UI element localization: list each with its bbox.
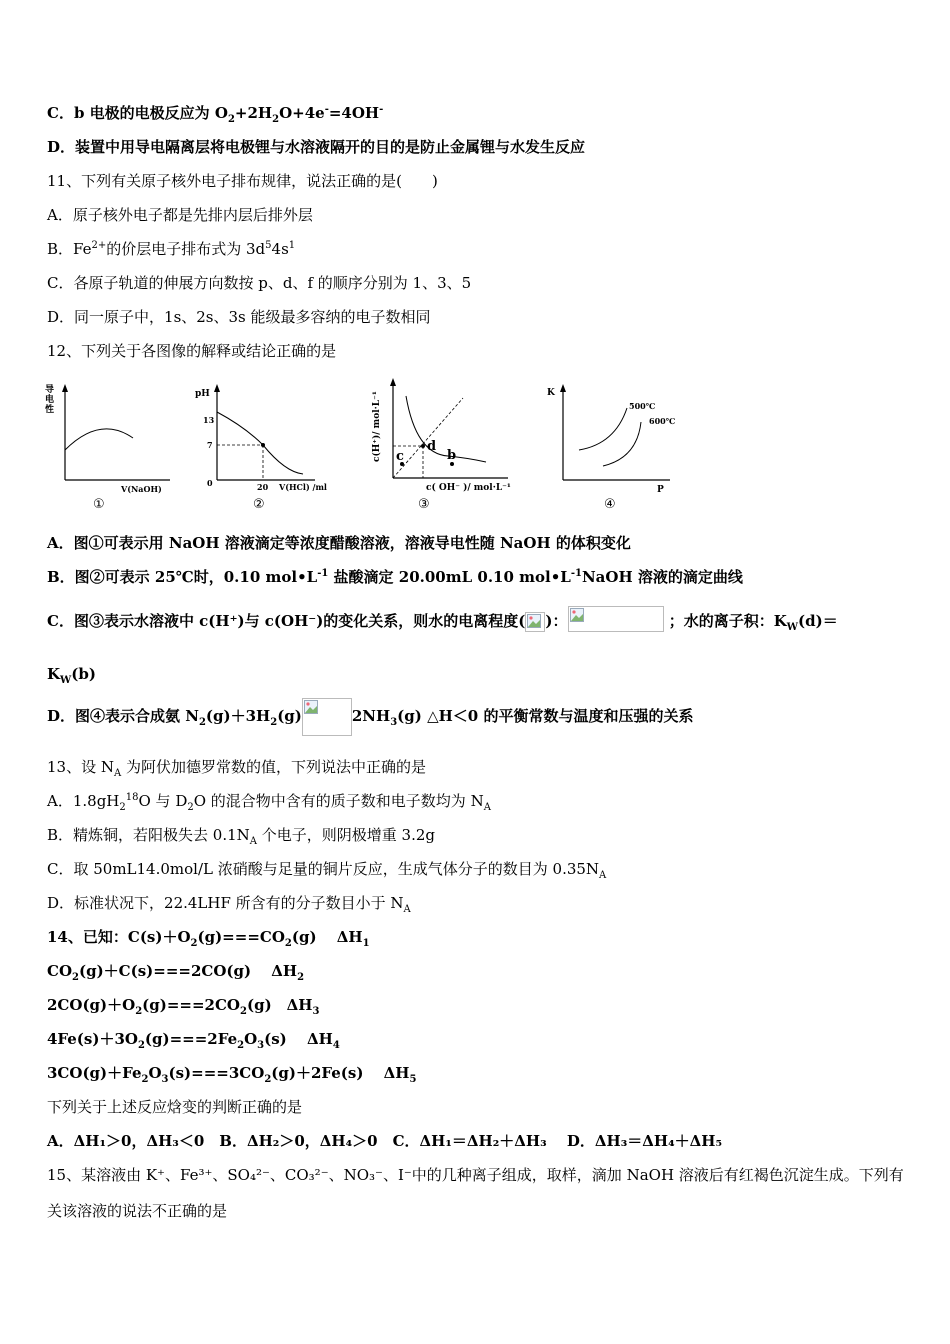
q12-option-c: C．图③表示水溶液中 c(H⁺)与 c(OH⁻)的变化关系，则水的电离程度( )： ；水的离子积：$K_W(d)=$	[47, 606, 838, 636]
q12-option-a: A．图①可表示用 NaOH 溶液滴定等浓度醋酸溶液，溶液导电性随 NaOH 的体积变化	[47, 534, 631, 552]
fig4-curve-500: 500℃	[629, 401, 656, 411]
q13-option-c: C．取 50mL14.0mol/L 浓硝酸与足量的铜片反应，生成气体分子的数目为 $0.35N_A$	[47, 860, 607, 881]
figure-3-water-ionization	[368, 376, 528, 500]
broken-image-icon	[525, 612, 545, 632]
fig3-point-b: b	[447, 448, 457, 463]
fig3-point-c: c	[396, 449, 404, 464]
fig2-xlabel: V(HCl) /ml	[279, 482, 327, 492]
fig2-tick-20: 20	[257, 482, 269, 492]
q11-stem: 11、下列有关原子核外电子排布规律，说法正确的是( )	[47, 172, 438, 190]
q14-options: A．ΔH₁＞0，ΔH₃＜0 B．ΔH₂＞0，ΔH₄＞0 C．ΔH₁＝ΔH₂＋ΔH₃ D．ΔH₃＝ΔH₄＋ΔH₅	[47, 1132, 723, 1150]
q12-option-c-cont: $K_W(b)$	[47, 665, 96, 686]
figure-4-equilibrium-constant	[545, 382, 685, 500]
fig4-ylabel: K	[547, 388, 555, 398]
q14-reaction-4: $4Fe(s)+3O_2(g)===2Fe_2O_3(s)$ $\Delta H_4$	[47, 1030, 340, 1051]
figure-2-titration	[195, 382, 345, 502]
fig2-caption: ②	[253, 497, 265, 512]
fig3-ylabel: c(H⁺)/ mol·L⁻¹	[372, 391, 382, 462]
q13-option-d: D．标准状况下，22.4LHF 所含有的分子数目小于 $N_A$	[47, 894, 411, 915]
figure-1-conductivity	[45, 380, 175, 500]
q11-option-c: C．各原子轨道的伸展方向数按 p、d、f 的顺序分别为 1、3、5	[47, 274, 472, 292]
broken-image-icon	[568, 606, 664, 632]
q11-option-d: D．同一原子中，1s、2s、3s 能级最多容纳的电子数相同	[47, 308, 431, 326]
q14-ask: 下列关于上述反应焓变的判断正确的是	[47, 1098, 303, 1116]
q15-stem-line2: 关该溶液的说法不正确的是	[47, 1202, 228, 1220]
fig3-xlabel: c( OH⁻ )/ mol·L⁻¹	[426, 483, 511, 493]
fig3-caption: ③	[418, 497, 430, 512]
q12-option-d: D．图④表示合成氨 $N_2(g)+3H_2(g)$ $2NH_3(g)$ △H＜0 的平衡常数与温度和压强的关系	[47, 694, 693, 738]
q13-option-a: A．$1.8gH_2^{18}O$ 与 $D_2O$ 的混合物中含有的质子数和电子数均为 $N_A$	[47, 792, 491, 813]
q10-option-c: C．b 电极的电极反应为 $O_2+2H_2O+4e^-=4OH^-$	[47, 104, 384, 125]
q10-option-d: D．装置中用导电隔离层将电极锂与水溶液隔开的目的是防止金属锂与水发生反应	[47, 138, 586, 156]
fig2-ylabel: pH	[195, 389, 210, 399]
fig4-curve-600: 600℃	[649, 416, 676, 426]
q15-stem-line1: 15、某溶液由 K⁺、Fe³⁺、SO₄²⁻、CO₃²⁻、NO₃⁻、I⁻中的几种离子组成，取样，滴加 NaOH 溶液后有红褐色沉淀生成。下列有	[47, 1166, 904, 1184]
q14-reaction-1: 14、已知：$C(s)+O_2(g)===CO_2(g)$ $\Delta H_1$	[47, 928, 370, 949]
fig2-origin: 0	[207, 478, 213, 488]
q14-reaction-5: $3CO(g)+Fe_2O_3(s)===3CO_2(g)+2Fe(s)$ $\Delta H_5$	[47, 1064, 417, 1085]
fig1-ylabel-1: 导	[45, 385, 55, 395]
q13-option-b: B．精炼铜，若阳极失去 $0.1N_A$ 个电子，则阴极增重 3.2g	[47, 826, 436, 847]
fig2-tick-7: 7	[207, 440, 213, 450]
q14-reaction-2: $CO_2(g)+C(s)===2CO(g)$ $\Delta H_2$	[47, 962, 305, 983]
broken-image-icon	[302, 698, 352, 736]
q14-reaction-3: $2CO(g)+O_2(g)===2CO_2(g)$ $\Delta H_3$	[47, 996, 320, 1017]
q12-stem: 12、下列关于各图像的解释或结论正确的是	[47, 342, 337, 360]
fig1-ylabel-3: 性	[45, 405, 55, 415]
q13-stem: 13、设 $N_A$ 为阿伏加德罗常数的值，下列说法中正确的是	[47, 758, 426, 779]
q11-option-b: B．$Fe^{2+}$的价层电子排布式为 $3d^54s^1$	[47, 240, 296, 258]
fig1-xlabel: V(NaOH)	[121, 484, 162, 494]
fig4-xlabel: P	[657, 485, 664, 495]
q11-option-a: A．原子核外电子都是先排内层后排外层	[47, 206, 313, 224]
fig4-caption: ④	[604, 497, 616, 512]
fig2-tick-13: 13	[203, 415, 215, 425]
q12-option-b: B．图②可表示 25℃时，0.10 $mol•L^{-1}$ 盐酸滴定 20.00mL 0.10 $mol•L^{-1}NaOH$ 溶液的滴定曲线	[47, 568, 743, 586]
fig3-point-d: d	[427, 439, 437, 454]
fig1-caption: ①	[93, 497, 105, 512]
fig1-ylabel-2: 电	[45, 395, 55, 405]
